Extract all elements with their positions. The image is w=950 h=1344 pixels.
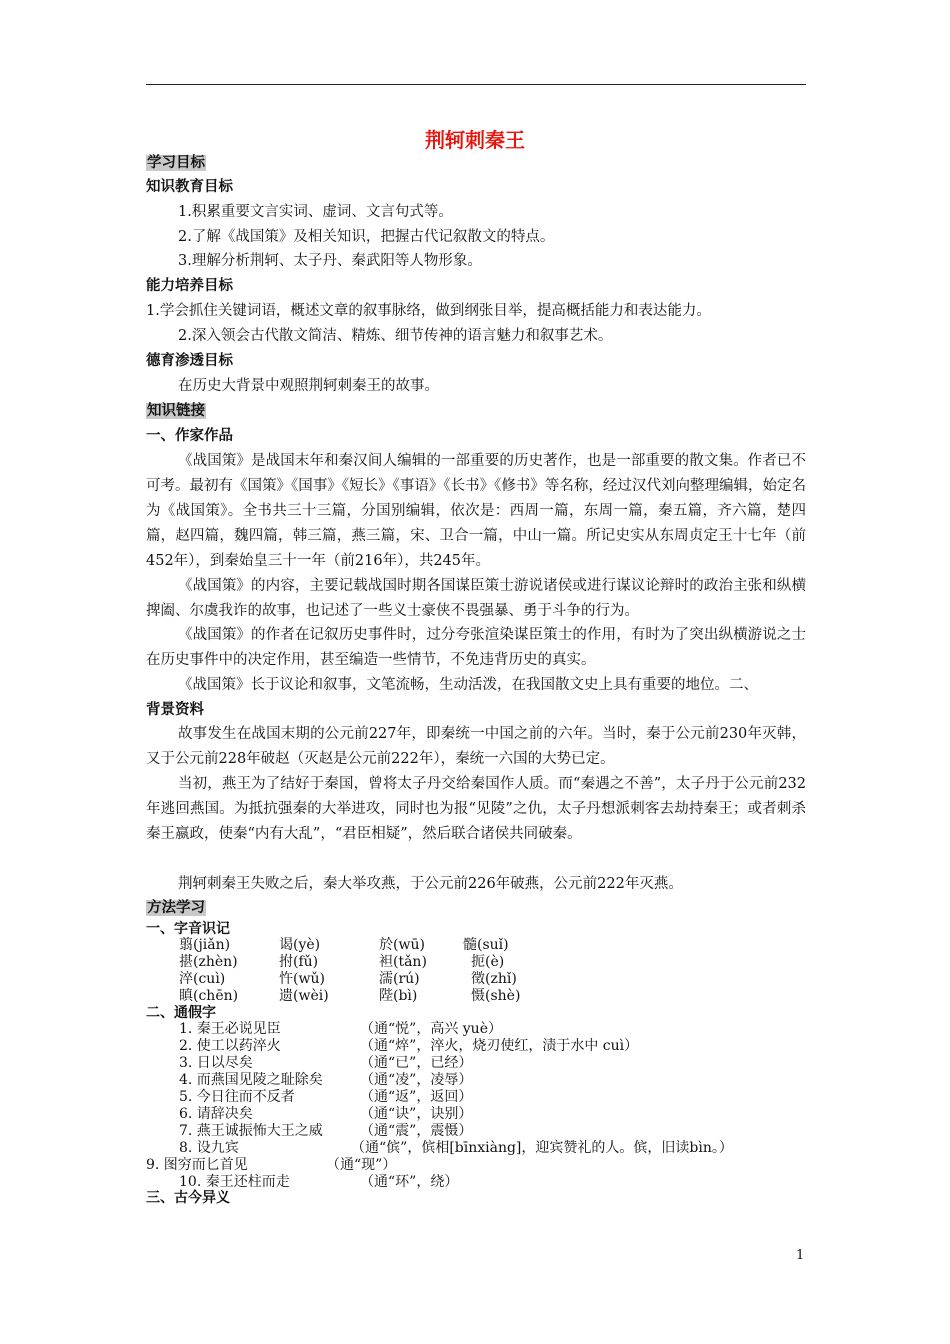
- tongjia-note: （通“已”，已经）: [360, 1055, 473, 1071]
- paragraph-background-1: 故事发生在战国末期的公元前227年，即秦统一中国之前的六年。当时，秦于公元前230年灭韩，又于公元前228年破赵（灭赵是公元前222年），秦统一六国的大势已定。: [146, 726, 806, 767]
- pron-cell: 忤(wǔ): [279, 971, 325, 987]
- paragraph-works-3: 《战国策》的作者在记叙历史事件时，过分夸张渲染谋臣策士的作用，有时为了突出纵横游说之士在历史事件中的决定作用，甚至编造一些情节，不免违背历史的真实。: [146, 627, 806, 668]
- tongjia-text: 1. 秦王必说见臣: [179, 1021, 281, 1037]
- paragraph-works-4: 《战国策》长于议论和叙事，文笔流畅，生动活泼，在我国散文史上具有重要的地位。二、: [178, 677, 758, 693]
- pron-cell: 袒(tǎn): [379, 954, 427, 970]
- pron-cell: 拊(fǔ): [279, 954, 319, 970]
- heading-method-label: 方法学习: [147, 900, 205, 916]
- pron-cell: 慑(shè): [471, 988, 521, 1004]
- heading-knowledge-goal: 知识教育目标: [146, 179, 233, 195]
- tongjia-text: 10. 秦王还柱而走: [179, 1174, 290, 1190]
- heading-guji: 三、古今异义: [146, 1190, 230, 1206]
- tongjia-text: 2. 使工以药淬火: [179, 1038, 281, 1054]
- header-rule: [146, 84, 806, 85]
- goal-k2: 2.了解《战国策》及相关知识，把握古代记叙散文的特点。: [178, 229, 555, 245]
- pron-cell: 瞋(chēn): [179, 988, 239, 1004]
- tongjia-text: 3. 日以尽矣: [179, 1055, 253, 1071]
- pron-cell: 扼(è): [471, 954, 505, 970]
- page-title: 荆轲刺秦王: [425, 128, 525, 152]
- pron-cell: 翦(jiǎn): [179, 937, 231, 953]
- pron-cell: 髓(suǐ): [463, 937, 509, 953]
- heading-works: 一、作家作品: [146, 428, 233, 444]
- heading-link-label: 知识链接: [147, 403, 205, 419]
- goal-a2: 2.深入领会古代散文简洁、精炼、细节传神的语言魅力和叙事艺术。: [178, 328, 613, 344]
- tongjia-text: 4. 而燕国见陵之耻除矣: [179, 1072, 323, 1088]
- heading-ability-goal: 能力培养目标: [146, 278, 233, 294]
- paragraph-background-3: 荆轲刺秦王失败之后，秦大举攻燕，于公元前226年破燕，公元前222年灭燕。: [178, 876, 683, 892]
- tongjia-note: （通“返”，返回）: [360, 1089, 473, 1105]
- pron-cell: 徵(zhǐ): [471, 971, 517, 987]
- goal-m1: 在历史大背景中观照荆轲刺秦王的故事。: [178, 378, 439, 394]
- tongjia-note: （通“傧”，傧相[bīnxiàng]，迎宾赞礼的人。傧，旧读bìn。）: [351, 1140, 733, 1156]
- heading-link: [146, 401, 206, 421]
- heading-pronunciation: 一、字音识记: [146, 921, 230, 937]
- tongjia-note: （通“悦”，高兴 yuè）: [360, 1021, 502, 1037]
- tongjia-text: 5. 今日往而不反者: [179, 1089, 295, 1105]
- pron-cell: 谒(yè): [279, 937, 321, 953]
- tongjia-text: 8. 设九宾: [179, 1140, 239, 1156]
- tongjia-text: 6. 请辞决矣: [179, 1106, 253, 1122]
- tongjia-note: （通“焠”，淬火，烧刃使红，渍于水中 cuì）: [360, 1038, 639, 1054]
- paragraph-works-1: 《战国策》是战国末年和秦汉间人编辑的一部重要的历史著作，也是一部重要的散文集。作者已不可考。最初有《国策》《国事》《短长》《事语》《长书》《修书》等名称，经过汉代刘向整理编辑，始定名为《战国策》。全书共三十三篇，分国别编辑，依次是：西周一篇，东周一篇，秦五篇，齐六篇，楚四篇，赵四篇，魏四篇，韩三篇，燕三篇，宋、卫合一篇，中山一篇。所记史实从东周贞定王十七年（前452年），到秦始皇三十一年（前216年），共245年。: [146, 453, 806, 569]
- heading-goals: [146, 153, 206, 173]
- page-number: 1: [796, 1248, 805, 1263]
- heading-moral-goal: 德育渗透目标: [146, 353, 233, 369]
- pron-cell: 於(wū): [379, 937, 425, 953]
- paragraph-background-2: 当初，燕王为了结好于秦国，曾将太子丹交给秦国作人质。而“秦遇之不善”，太子丹于公元前232年逃回燕国。为抵抗强秦的大举进攻，同时也为报“见陵”之仇，太子丹想派刺客去劫持秦王；或者刺杀秦王嬴政，使秦“内有大乱”，“君臣相疑”，然后联合诸侯共同破秦。: [146, 776, 806, 842]
- goal-k1: 1.积累重要文言实词、虚词、文言句式等。: [178, 204, 453, 220]
- pron-cell: 陛(bì): [379, 988, 418, 1004]
- tongjia-note: （通“现”）: [326, 1157, 397, 1173]
- paragraph-works-2: 《战国策》的内容，主要记载战国时期各国谋臣策士游说诸侯或进行谋议论辩时的政治主张和纵横捭阖、尔虞我诈的故事，也记述了一些义士豪侠不畏强暴、勇于斗争的行为。: [146, 578, 806, 619]
- pron-cell: 淬(cuì): [179, 971, 226, 987]
- heading-background: 背景资料: [146, 702, 204, 718]
- goal-k3: 3.理解分析荆轲、太子丹、秦武阳等人物形象。: [178, 253, 482, 269]
- pron-cell: 濡(rú): [379, 971, 420, 987]
- tongjia-text: 7. 燕王诚振怖大王之威: [179, 1123, 323, 1139]
- goal-a1: 1.学会抓住关键词语，概述文章的叙事脉络，做到纲张目举，提高概括能力和表达能力。: [146, 303, 711, 319]
- pron-cell: 遗(wèi): [279, 988, 329, 1004]
- tongjia-note: （通“诀”，诀别）: [360, 1106, 473, 1122]
- heading-goals-label: 学习目标: [147, 155, 205, 171]
- tongjia-note: （通“环”，绕）: [360, 1174, 459, 1190]
- heading-tongjia: 二、通假字: [146, 1005, 216, 1021]
- tongjia-note: （通“震”，震慑）: [360, 1123, 473, 1139]
- pron-cell: 揕(zhèn): [179, 954, 238, 970]
- tongjia-note: （通“凌”，凌辱）: [360, 1072, 473, 1088]
- heading-method: [146, 898, 206, 918]
- tongjia-text: 9. 图穷而匕首见: [146, 1157, 248, 1173]
